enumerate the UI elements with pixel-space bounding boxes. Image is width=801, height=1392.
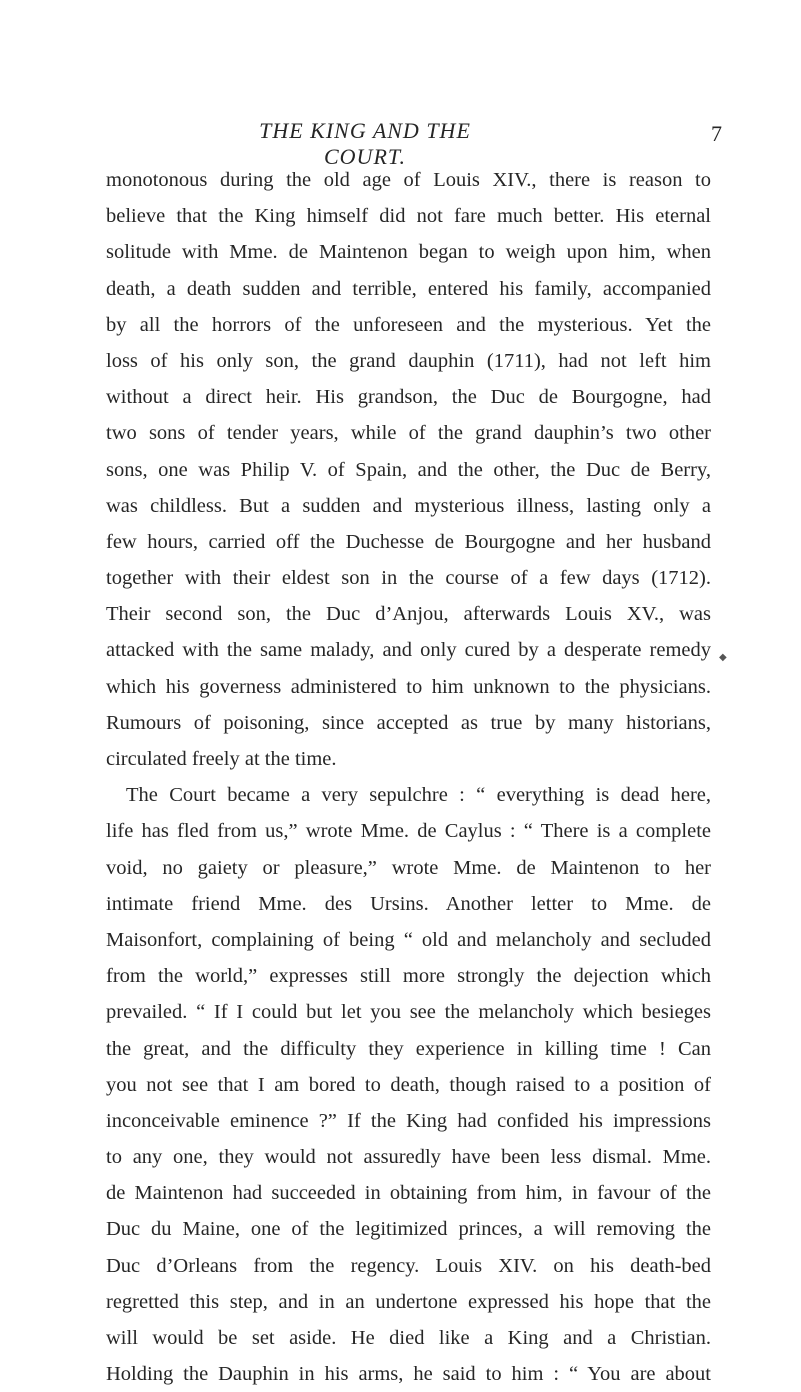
text-line: without a direct heir. His grandson, the Duc de Bourgogne, had (106, 386, 711, 409)
text-line: loss of his only son, the grand dauphin (1711), had not left him (106, 349, 711, 372)
text-line: void, no gaiety or pleasure,” wrote Mme. de Maintenon to her (106, 856, 711, 879)
text-line: by all the horrors of the unforeseen and the mysterious. Yet the (106, 313, 711, 336)
text-line: Duc d’Orleans from the regency. Louis XIV. on his death-bed (106, 1254, 711, 1277)
text-line: together with their eldest son in the course of a few days (1712). (106, 567, 711, 590)
text-line: which his governess administered to him unknown to the physicians. (106, 675, 711, 698)
text-line: you not see that I am bored to death, though raised to a position of (106, 1073, 711, 1096)
text-line: prevailed. “ If I could but let you see the melancholy which besieges (106, 1001, 711, 1024)
running-title: THE KING AND THE COURT. (259, 118, 471, 169)
margin-speck-icon: ◆ (719, 652, 727, 663)
text-line-paragraph-start: The Court became a very sepulchre : “ everything is dead here, (126, 784, 711, 807)
text-line: inconceivable eminence ?” If the King had confided his impressions (106, 1109, 711, 1132)
text-line: sons, one was Philip V. of Spain, and the other, the Duc de Berry, (106, 458, 711, 481)
text-line: two sons of tender years, while of the grand dauphin’s two other (106, 422, 711, 445)
text-line: Maisonfort, complaining of being “ old and melancholy and secluded (106, 928, 711, 951)
text-line-paragraph-end: circulated freely at the time. (106, 748, 337, 770)
body-text (106, 162, 711, 1392)
text-line: regretted this step, and in an undertone expressed his hope that the (106, 1290, 711, 1313)
text-line: monotonous during the old age of Louis XIV., there is reason to (106, 169, 711, 191)
text-line: intimate friend Mme. des Ursins. Another letter to Mme. de (106, 892, 711, 915)
text-line: to any one, they would not assuredly have been less dismal. Mme. (106, 1146, 711, 1169)
text-line: Their second son, the Duc d’Anjou, afterwards Louis XV., was (106, 603, 711, 626)
page-number: 7 (711, 121, 722, 146)
text-line: solitude with Mme. de Maintenon began to weigh upon him, when (106, 241, 711, 264)
text-line: Duc du Maine, one of the legitimized princes, a will removing the (106, 1218, 711, 1241)
text-line: de Maintenon had succeeded in obtaining from him, in favour of the (106, 1182, 711, 1205)
text-line: the great, and the difficulty they experience in killing time ! Can (106, 1037, 711, 1060)
running-header (0, 118, 801, 169)
text-line: will would be set aside. He died like a King and a Christian. (106, 1327, 711, 1349)
text-line: from the world,” expresses still more strongly the dejection which (106, 965, 711, 988)
text-line: death, a death sudden and terrible, entered his family, accompanied (106, 277, 711, 300)
text-line: life has fled from us,” wrote Mme. de Caylus : “ There is a complete (106, 820, 711, 843)
text-line: Rumours of poisoning, since accepted as true by many historians, (106, 711, 711, 734)
text-line: few hours, carried off the Duchesse de Bourgogne and her husband (106, 530, 711, 553)
text-line: believe that the King himself did not fare much better. His eternal (106, 205, 711, 228)
text-line: attacked with the same malady, and only cured by a desperate remedy (106, 639, 711, 662)
text-line: Holding the Dauphin in his arms, he said to him : “ You are about (106, 1363, 711, 1386)
text-line: was childless. But a sudden and mysterious illness, lasting only a (106, 494, 711, 517)
